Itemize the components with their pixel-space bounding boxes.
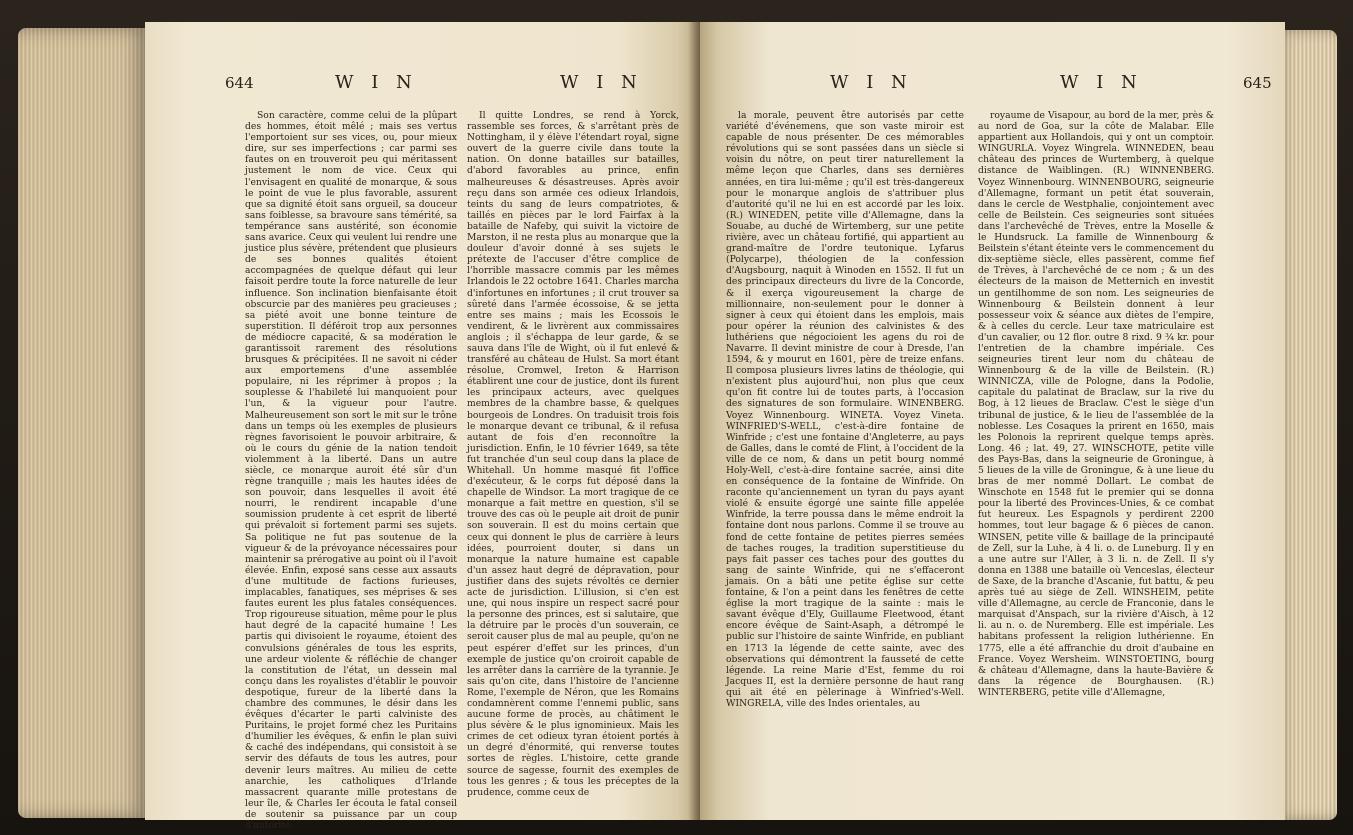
- running-head-left-col2: W I N: [560, 72, 643, 93]
- page-number-right: 645: [1243, 74, 1272, 92]
- column-text: royaume de Visapour, au bord de la mer, près & au nord de Goa, sur la côte de Malabar. Elle appartient aux Hollandois, qui y ont un comptoir. WINGURLA. Voyez Wingrela. WINNEDEN, beau château des princes de Wurtemberg, à quelque distance de Waiblingen. (R.) WINNENBERG. Voyez Winnenbourg. WINNENBOURG, seigneurie d'Allemagne, formant un petit état souverain, dans le cercle de Westphalie, conjointement avec celle de Beilstein. Ces seigneuries sont situées dans l'archevêché de Trèves, entre la Moselle & le Hundsruck. La famille de Winnenbourg & Beilstein s'étant éteinte vers le commencement du dix-septième siècle, elles passèrent, comme fief de Trèves, à l'archevêché de ce nom ; & un des électeurs de la maison de Metternich en investit un gentilhomme de son nom. Les seigneuries de Winnenbourg & Beilstein donnent à leur possesseur voix & séance aux diètes de l'empire, & à celles du cercle. Leur taxe matriculaire est d'un cavalier, ou 12 flor. outre 8 rixd. 9 ¾ kr. pour l'entretien de la chambre impériale. Ces seigneuries tirent leur nom du château de Winnenbourg & de la ville de Beilstein. (R.) WINNICZA, ville de Pologne, dans la Podolie, capitale du palatinat de Braclaw, sur la rive du Bog, à 12 lieues de Braclaw. C'est le siège d'un tribunal de justice, & le lieu de l'assemblée de la noblesse. Les Cosaques la prirent en 1650, mais les Polonois la reprirent quelque temps après. Long. 46 ; lat. 49, 27. WINSCHOTE, petite ville des Pays-Bas, dans la seigneurie de Groningue, à 5 lieues de la ville de Groningue, & à une lieue du bras de mer nommé Dollart. Le combat de Winschote en 1548 fut le premier qui se donna pour la liberté des Provinces-Unies, & ce combat fut heureux. Les Espagnols y perdirent 2200 hommes, tout leur bagage & 6 pièces de canon. WINSEN, petite ville & baillage de la principauté de Zell, sur la Luhe, à 4 li. o. de Luneburg. Il y en a une autre sur l'Aller, à 3 li. n. de Zell. Il s'y donna en 1388 une bataille où Venceslas, électeur de Saxe, de la branche d'Ascanie, fut battu, & peu après tué au siège de Zell. WINSHEIM, petite ville d'Allemagne, au cercle de Franconie, dans le marquisat d'Anspach, sur la rivière d'Aisch, à 12 li. au n. o. de Nuremberg. Elle est impériale. Les habitans professent la religion luthérienne. En 1775, elle a été affranchie du droit d'aubaine en France. Voyez Wersheim. WINSTOETING, bourg & château d'Allemagne, dans la haute-Bavière & dans la régence de Bourghausen. (R.) WINTERBERG, petite ville d'Allemagne,: [978, 110, 1214, 698]
- running-head-right-col2: W I N: [1060, 72, 1143, 93]
- page-number-left: 644: [225, 74, 254, 92]
- left-page-column-2: [467, 110, 679, 798]
- left-page-column-1: [245, 110, 457, 831]
- right-page: [700, 22, 1285, 820]
- right-page-column-2: [978, 110, 1214, 750]
- running-head-right-col1: W I N: [830, 72, 913, 93]
- running-head-left-col1: W I N: [335, 72, 418, 93]
- column-text: Son caractère, comme celui de la plûpart des hommes, étoit mêlé ; mais ses vertus l'emportoient sur ses vices, ou, pour mieux dire, sur ses imperfections ; car parmi ses fautes on en trouveroit peu qui méritassent justement le nom de vice. Ceux qui l'envisagent en qualité de monarque, & sous le point de vue le plus favorable, assurent que sa dignité étoit sans orgueil, sa douceur sans foiblesse, sa bravoure sans témérité, sa tempérance sans austérité, son économie sans avarice. Ceux qui veulent lui rendre une justice plus sévère, prétendent que plusieurs de ses bonnes qualités étoient accompagnées de quelque défaut qui leur faisoit perdre toute la force naturelle de leur influence. Son inclination bienfaisante étoit obscurcie par des manières peu gracieuses ; sa piété avoit une bonne teinture de superstition. Il déféroit trop aux personnes de médiocre capacité, & sa modération le garantissoit rarement des résolutions brusques & précipitées. Il ne savoit ni céder aux emportemens d'une assemblée populaire, ni les réprimer à propos ; la souplesse & l'habileté lui manquoient pour l'un, & la vigueur pour l'autre. Malheureusement son sort le mit sur le trône dans un temps où les exemples de plusieurs règnes favorisoient le pouvoir arbitraire, & où le cours du génie de la nation tendoit violemment à la liberté. Dans un autre siècle, ce monarque auroit été sûr d'un règne tranquille ; mais les hautes idées de son pouvoir, dans lesquelles il avoit été nourri, le rendirent incapable d'une soumission prudente à cet esprit de liberté qui prévaloit si fortement parmi ses sujets. Sa politique ne fut pas soutenue de la vigueur & de la prévoyance nécessaires pour maintenir sa prérogative au point où il l'avoit élevée. Enfin, exposé sans cesse aux assauts d'une multitude de factions furieuses, implacables, fanatiques, ses méprises & ses fautes eurent les plus fatales conséquences. Trop rigoureuse situation, même pour le plus haut degré de la capacité humaine ! Les partis qui divisoient le royaume, étoient des convulsions générales de tous les esprits, une ardeur violente & réfléchie de changer la constitution de l'état, un dessein mal conçu dans les royalistes d'établir le pouvoir despotique, fureur de la liberté dans la chambre des communes, le désir dans les évêques d'écarter le parti calviniste des Puritains, le projet formé chez les Puritains d'humilier les évêques, & enfin le plan suivi & caché des indépendans, qui consistoit à se servir des défauts de tous les autres, pour devenir leurs maîtres. Au milieu de cette anarchie, les catholiques d'Irlande massacrent quarante mille protestans de leur île, & Charles Ier écouta le fatal conseil de soutenir sa puissance par un coup d'autorité.: [245, 110, 457, 831]
- left-page: [145, 22, 700, 831]
- right-page-column-1: [726, 110, 964, 750]
- column-text: la morale, peuvent être autorisés par cette variété d'événemens, que son vaste miroir est capable de nous présenter. De ces mémorables révolutions qui se sont passées dans un siècle si voisin du nôtre, on peut tirer naturellement la même leçon que Charles, dans ses dernières années, en tira lui-même ; qu'il est très-dangereux pour le monarque anglois de s'attribuer plus d'autorité qu'il ne lui en est accordé par les loix. (R.) WINEDEN, petite ville d'Allemagne, dans la Souabe, au duché de Wirtemberg, sur une petite rivière, avec un château fortifié, qui appartient au grand-maître de l'ordre teutonique. Lyfarus (Polycarpe), théologien de la confession d'Augsbourg, naquit à Winoden en 1552. Il fut un des principaux directeurs du livre de la Concorde, & il exerça vigoureusement la charge de millionnaire, non-seulement pour le donner à signer à ceux qui étoient dans les emplois, mais pour opérer la réunion des calvinistes & des luthériens que négocioient les agens du roi de Navarre. Il devint ministre de cour à Dresde, l'an 1594, & y mourut en 1601, père de treize enfans. Il composa plusieurs livres latins de théologie, qui n'existent plus aujourd'hui, non plus que ceux qu'on fit contre lui de toutes parts, à l'occasion des signatures de son formulaire. WINENBERG. Voyez Winnenbourg. WINETA. Voyez Vineta. WINFRIED'S-WELL, c'est-à-dire fontaine de Winfride ; c'est une fontaine d'Angleterre, au pays de Galles, dans le comté de Flint, à l'occident de la ville de ce nom, & dans un petit bourg nommé Holy-Well, c'est-à-dire fontaine sacrée, ainsi dite en conséquence de la fontaine de Winfride. On raconte qu'anciennement un tyran du pays ayant violé & ensuite égorgé une sainte fille appelée Winfride, la terre poussa dans le même endroit la fontaine dont nous parlons. Comme il se trouve au fond de cette fontaine de petites pierres semées de taches rouges, la tradition superstitieuse du pays fait passer ces taches pour des gouttes du sang de sainte Winfride, qui ne s'effaceront jamais. On a bâti une petite église sur cette fontaine, & l'on a peint dans les fenêtres de cette église la mort tragique de la sainte : mais le savant évêque d'Ely, Guillaume Fleetwood, étant encore évêque de Saint-Asaph, a détrompé le public sur l'histoire de sainte Winfride, en publiant en 1713 la légende de cette sainte, avec des observations qui démontrent la fausseté de cette légende. La reine Marie d'Est, femme du roi Jacques II, est la dernière personne de haut rang qui ait été en pèlerinage à Winfried's-Well. WINGRELA, ville des Indes orientales, au: [726, 110, 964, 709]
- column-text: Il quitte Londres, se rend à Yorck, rassemble ses forces, & s'arrêtant près de Nottingham, il y élève l'étendart royal, signe ouvert de la guerre civile dans toute la nation. On donne batailles sur batailles, d'abord favorables au prince, enfin malheureuses & désastreuses. Après avoir reçu dans son armée ces odieux Irlandois, teints du sang de leurs compatriotes, & taillés en pièces par le lord Fairfax à la bataille de Nafeby, qui suivit la victoire de Marston, il ne resta plus au monarque que la douleur d'avoir donné à ses sujets le prétexte de l'accuser d'être complice de l'horrible massacre commis par les mêmes Irlandois le 22 octobre 1641. Charles marcha d'infortunes en infortunes ; il crut trouver sa sûreté dans l'armée écossoise, & se jetta entre ses mains ; mais les Ecossois le vendirent, & le livrèrent aux commissaires anglois ; il s'échappa de leur garde, & se sauva dans l'île de Wight, où il fut enlevé & transféré au château de Hulst. Sa mort étant résolue, Cromwel, Ireton & Harrison établirent une cour de justice, dont ils furent les principaux acteurs, avec quelques membres de la chambre basse, & quelques bourgeois de Londres. On traduisit trois fois le monarque devant ce tribunal, & il refusa autant de fois d'en reconnoître la jurisdiction. Enfin, le 10 février 1649, sa tête fut tranchée d'un seul coup dans la place de Whitehall. Un homme masqué fit l'office d'exécuteur, & le corps fut déposé dans la chapelle de Windsor. La mort tragique de ce monarque a fait mettre en question, s'il se trouve des cas où le peuple ait droit de punir son souverain. Il est du moins certain que ceux qui donnent le plus de carrière à leurs idées, pourroient douter, si dans un monarque la nature humaine est capable d'un assez haut degré de dépravation, pour justifier dans des sujets révoltés ce dernier acte de jurisdiction. L'illusion, si c'en est une, qui nous inspire un respect sacré pour la personne des princes, est si salutaire, que la détruire par le procès d'un souverain, ce seroit causer plus de mal au peuple, qu'on ne peut espérer d'effet sur les princes, d'un exemple de justice qu'on croiroit capable de les arrêter dans la carrière de la tyrannie. Je sais qu'on cite, dans l'histoire de l'ancienne Rome, l'exemple de Néron, que les Romains condamnèrent comme l'ennemi public, sans aucune forme de procès, au châtiment le plus sévère & le plus ignominieux. Mais les crimes de cet odieux tyran étoient portés à un degré d'énormité, qui renverse toutes sortes de règles. L'histoire, cette grande source de sagesse, fournit des exemples de tous les genres ; & tous les préceptes de la prudence, comme ceux de: [467, 110, 679, 798]
- left-page-edges: [18, 28, 148, 818]
